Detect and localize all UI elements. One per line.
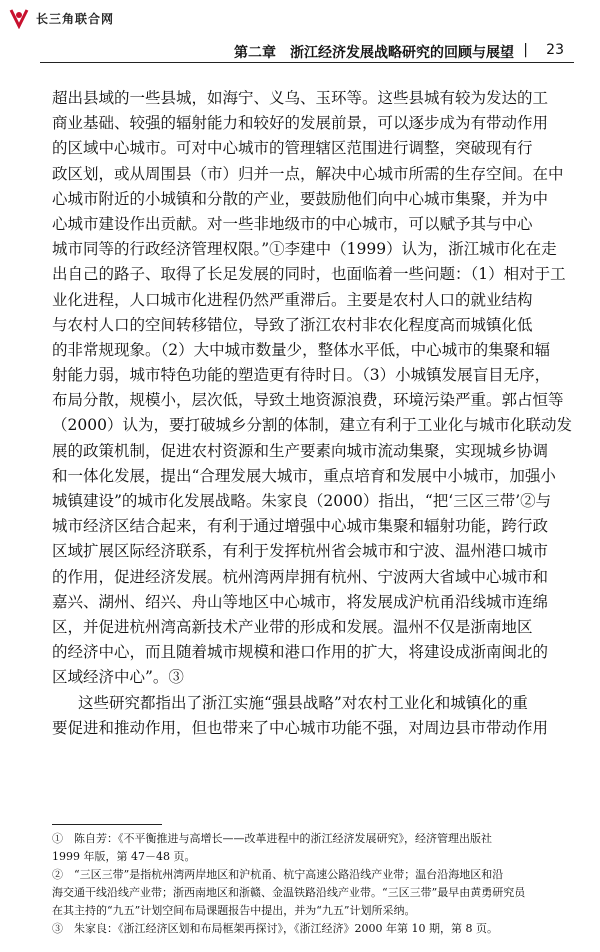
body-line: 和一体化发展，提出“合理发展大城市，重点培育和发展中小城市，加强小: [52, 466, 556, 485]
body-line: 的区域中心城市。可对中心城市的管理辖区范围进行调整，突破现有行: [52, 139, 533, 158]
body-line: 这些研究都指出了浙江实施“强县战略”对农村工业化和城镇化的重: [78, 693, 528, 712]
body-line: 城市经济区结合起来，有利于通过增强中心城市集聚和辐射功能，跨行政: [52, 517, 549, 536]
body-line: 商业基础、较强的辐射能力和较好的发展前景，可以逐步成为有带动作用: [52, 114, 549, 133]
footnote-rule: [52, 824, 162, 825]
body-line: 的非常规现象。（2）大中城市数量少，整体水平低，中心城市的集聚和辐: [52, 340, 551, 359]
body-line: 城镇建设”的城市化发展战略。朱家良（2000）指出，“把‘三区三带’②与: [52, 492, 552, 510]
body-line: 的经济中心，而且随着城市规模和港口作用的扩大，将建设成浙南闽北的: [52, 643, 549, 662]
body-line: 政区划，或从周围县（市）归并一点，解决中心城市所需的生存空间。在中: [52, 164, 564, 183]
body-line: 城市同等的行政经济管理权限。”①李建中（1999）认为，浙江城市化在走: [52, 240, 557, 259]
header-rule: [40, 62, 574, 63]
body-text: [52, 86, 582, 741]
page-header: [40, 32, 574, 62]
chapter-title: 第二章 浙江经济发展战略研究的回顾与展望: [234, 45, 514, 61]
body-line: 的作用，促进经济发展。杭州湾两岸拥有杭州、宁波两大省域中心城市和: [52, 567, 549, 586]
footnote-line: ① 陈自芳：《不平衡推进与高增长——改革进程中的浙江经济发展研究》，经济管理出版社: [52, 832, 492, 845]
body-line: （2000）认为，要打破城乡分割的体制，建立有利于工业化与城市化联动发: [52, 416, 572, 435]
body-line: 嘉兴、湖州、绍兴、舟山等地区中心城市，将发展成沪杭甬沿线城市连绵: [52, 592, 549, 611]
body-line: 区域经济中心”。③: [52, 668, 184, 687]
body-line: 布局分散，规模小，层次低，导致土地资源浪费，环境污染严重。郭占恒等: [52, 391, 564, 410]
body-line: 要促进和推动作用，但也带来了中心城市功能不强，对周边县市带动作用: [52, 718, 549, 737]
body-line: 区域扩展区际经济联系，有利于发挥杭州省会城市和宁波、温州港口城市: [52, 542, 549, 561]
body-line: 心城市建设作出贡献。对一些非地级市的中心城市，可以赋予其与中心: [52, 214, 533, 233]
body-line: 射能力弱，城市特色功能的塑造更有待时日。（3）小城镇发展盲目无序，: [52, 366, 551, 385]
footnotes: [52, 830, 582, 938]
body-line: 业化进程，人口城市化进程仍然严重滞后。主要是农村人口的就业结构: [52, 290, 533, 309]
body-line: 出自己的路子、取得了长足发展的同时，也面临着一些问题：（1）相对于工: [52, 265, 566, 284]
body-line: 区，并促进杭州湾高新技术产业带的形成和发展。温州不仅是浙南地区: [52, 617, 533, 636]
footnote-line: ② “三区三带”是指杭州湾两岸地区和沪杭甬、杭宁高速公路沿线产业带；温台沿海地区和沿: [52, 868, 504, 881]
body-line: 与农村人口的空间转移错位，导致了浙江农村非农化程度高而城镇化低: [52, 315, 533, 334]
body-line: 超出县域的一些县城，如海宁、义乌、玉环等。这些县城有较为发达的工: [52, 89, 549, 107]
site-name: 长三角联合网: [36, 11, 115, 26]
page-number: 23: [546, 42, 564, 58]
site-logo-icon: [8, 7, 30, 29]
body-line: 展的政策机制，促进农村资源和生产要素向城市流动集聚，实现城乡协调: [52, 441, 549, 460]
header-separator: |: [523, 42, 528, 58]
site-logo: [8, 6, 114, 30]
footnote-line: 海交通干线沿线产业带；浙西南地区和浙赣、金温铁路沿线产业带。“三区三带”最早由黄勇研究员: [52, 886, 526, 899]
body-line: 心城市附近的小城镇和分散的产业，要鼓励他们向中心城市集聚，并为中: [52, 189, 549, 208]
footnote-line: ③ 朱家良：《浙江经济区划和布局框架再探讨》，《浙江经济》2000 年第 10 期，第 8 页。: [52, 922, 498, 935]
footnote-line: 在其主持的“九五”计划空间布局课题报告中提出，并为“九五”计划所采纳。: [52, 904, 416, 917]
footnote-line: 1999 年版，第 47－48 页。: [52, 850, 196, 863]
